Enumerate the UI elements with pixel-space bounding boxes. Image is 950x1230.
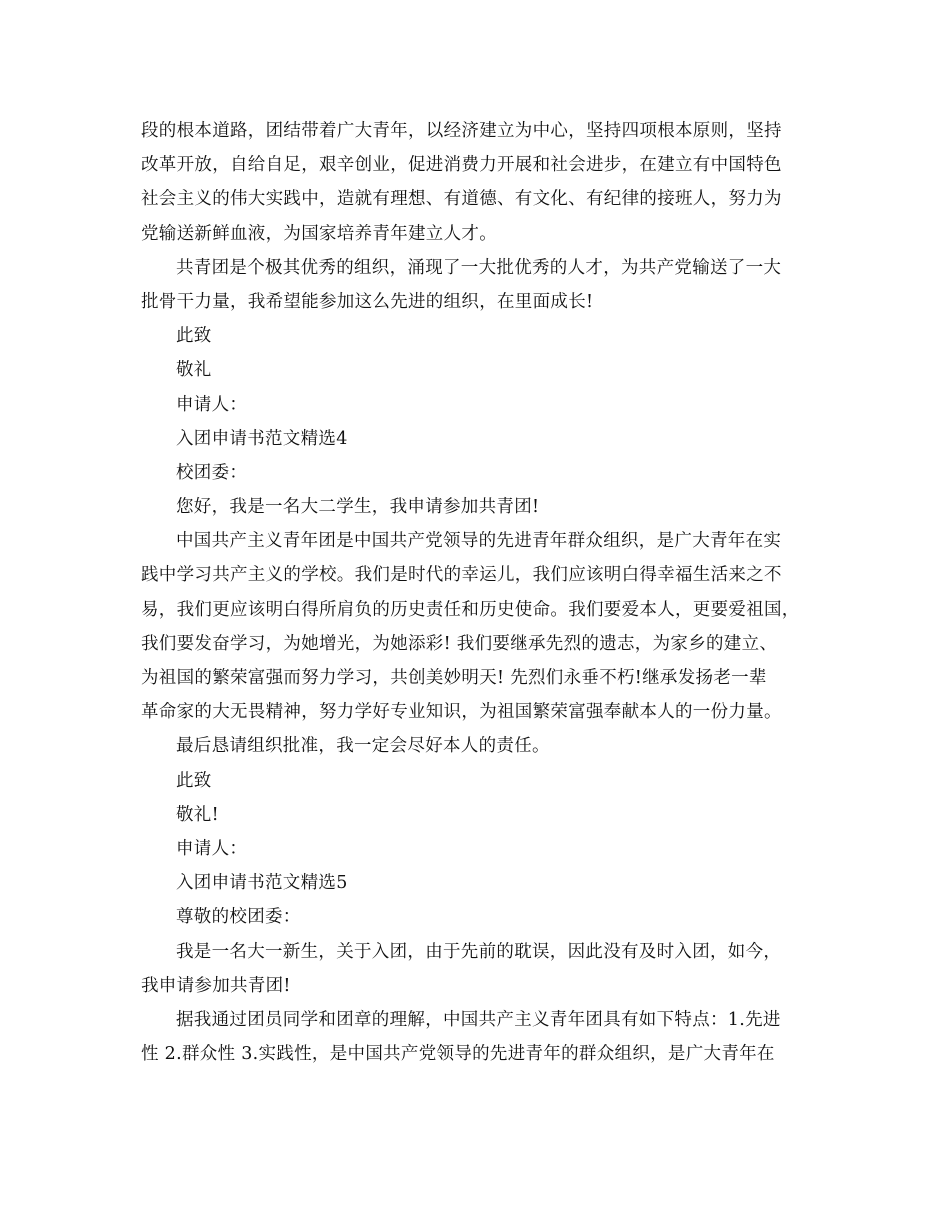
text-line: 我申请参加共青团!: [141, 975, 291, 996]
text-line: 践中学习共产主义的学校。我们是时代的幸运儿，我们应该明白得幸福生活来之不: [141, 565, 782, 586]
text-line: 敬礼!: [176, 804, 219, 825]
text-line: 段的根本道路，团结带着广大青年，以经济建立为中心，坚持四项根本原则，坚持: [141, 121, 782, 141]
text-line: 此致: [176, 770, 212, 791]
text-line: 您好，我是一名大二学生，我申请参加共青团!: [176, 497, 540, 518]
text-line: 批骨干力量，我希望能参加这么先进的组织，在里面成长!: [141, 291, 594, 312]
text-line: 性 2.群众性 3.实践性，是中国共产党领导的先进青年的群众组织，是广大青年在: [141, 1044, 775, 1065]
text-line: 改革开放，自给自足，艰辛创业，促进消费力开展和社会进步，在建立有中国特色: [141, 155, 782, 176]
text-line: 据我通过团员同学和团章的理解，中国共产主义青年团具有如下特点：1.先进: [176, 1009, 781, 1030]
text-line: 尊敬的校团委：: [176, 907, 301, 928]
text-line: 申请人：: [176, 394, 248, 415]
text-line: 最后恳请组织批准，我一定会尽好本人的责任。: [176, 736, 550, 757]
text-line: 共青团是个极其优秀的组织，涌现了一大批优秀的人才，为共产党输送了一大: [176, 257, 782, 278]
text-line: 革命家的大无畏精神，努力学好专业知识，为祖国繁荣富强奉献本人的一份力量。: [141, 702, 782, 723]
text-line: 申请人：: [176, 838, 248, 859]
text-line: 校团委：: [176, 462, 248, 483]
text-line: 入团申请书范文精选4: [176, 428, 348, 449]
text-line: 社会主义的伟大实践中，造就有理想、有道德、有文化、有纪律的接班人，努力为: [141, 189, 782, 210]
document-body: [141, 114, 821, 1071]
text-line: 我们要发奋学习，为她增光，为她添彩! 我们要继承先烈的遗志，为家乡的建立、: [141, 633, 778, 654]
text-line: 易，我们更应该明白得所肩负的历史责任和历史使命。我们要爱本人，更要爱祖国，: [141, 599, 800, 620]
text-line: 为祖国的繁荣富强而努力学习，共创美妙明天! 先烈们永垂不朽!继承发扬老一辈: [141, 668, 767, 688]
text-line: 此致: [176, 326, 212, 347]
text-line: 中国共产主义青年团是中国共产党领导的先进青年群众组织，是广大青年在实: [176, 531, 782, 552]
text-line: 入团申请书范文精选5: [176, 873, 348, 894]
text-line: 我是一名大一新生，关于入团，由于先前的耽误，因此没有及时入团，如今，: [176, 941, 782, 962]
text-line: 党输送新鲜血液，为国家培养青年建立人才。: [141, 223, 497, 244]
text-line: 敬礼: [176, 360, 212, 381]
